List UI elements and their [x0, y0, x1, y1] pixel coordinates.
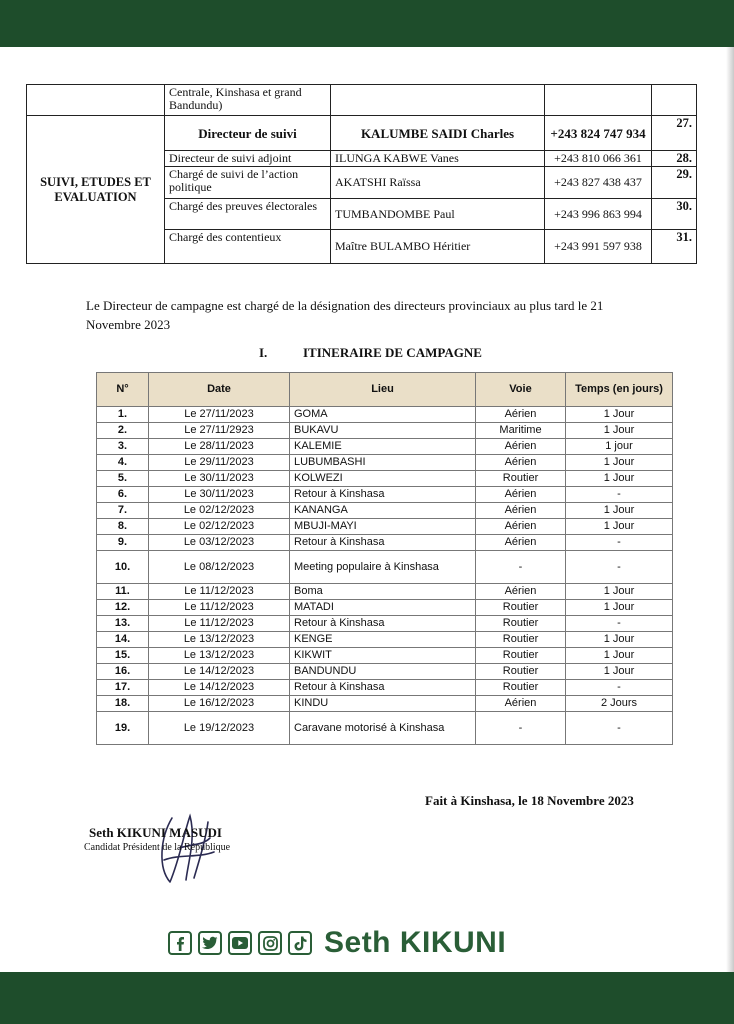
row-route: Routier [476, 680, 566, 696]
itinerary-row [97, 696, 673, 712]
itinerary-row [97, 664, 673, 680]
row-route: Routier [476, 648, 566, 664]
row-place: KALEMIE [290, 439, 476, 455]
designation-paragraph: Le Directeur de campagne est chargé de la désignation des directeurs provinciaux au plus tard le 21 Novembre 2023 [86, 298, 604, 332]
row-duration: 1 Jour [566, 664, 673, 680]
row-number: 2. [97, 423, 149, 439]
itinerary-row [97, 648, 673, 664]
header-voie: Voie [476, 373, 566, 407]
staff-role: Centrale, Kinshasa et grand Bandundu) [165, 85, 331, 116]
twitter-icon[interactable] [198, 931, 222, 955]
row-place: GOMA [290, 407, 476, 423]
row-route: Maritime [476, 423, 566, 439]
row-duration: 2 Jours [566, 696, 673, 712]
row-date: Le 27/11/2023 [149, 407, 290, 423]
row-place: Boma [290, 584, 476, 600]
itinerary-row [97, 600, 673, 616]
row-place: KANANGA [290, 503, 476, 519]
itinerary-row [97, 439, 673, 455]
row-duration: - [566, 616, 673, 632]
staff-role: Chargé de suivi de l’action politique [165, 167, 331, 199]
section-title [259, 345, 482, 361]
row-number: 19. [97, 712, 149, 745]
row-number: 4. [97, 455, 149, 471]
row-duration: - [566, 535, 673, 551]
staff-role: Chargé des contentieux [165, 230, 331, 264]
row-date: Le 11/12/2023 [149, 616, 290, 632]
row-place: Retour à Kinshasa [290, 680, 476, 696]
section-title-text: ITINERAIRE DE CAMPAGNE [303, 345, 482, 360]
row-place: Caravane motorisé à Kinshasa [290, 712, 476, 745]
row-date: Le 30/11/2023 [149, 487, 290, 503]
itinerary-row [97, 407, 673, 423]
row-date: Le 11/12/2023 [149, 584, 290, 600]
row-place: LUBUMBASHI [290, 455, 476, 471]
row-route: Aérien [476, 439, 566, 455]
signatory-title: Candidat Président de la République [84, 842, 231, 853]
row-number: 12. [97, 600, 149, 616]
tiktok-icon[interactable] [288, 931, 312, 955]
row-number: 17. [97, 680, 149, 696]
row-place: Retour à Kinshasa [290, 616, 476, 632]
staff-number: 31. [652, 230, 697, 264]
staff-name: TUMBANDOMBE Paul [331, 199, 545, 230]
row-number: 13. [97, 616, 149, 632]
row-date: Le 29/11/2023 [149, 455, 290, 471]
row-number: 7. [97, 503, 149, 519]
row-place: KOLWEZI [290, 471, 476, 487]
row-route: Aérien [476, 455, 566, 471]
itinerary-table [96, 372, 673, 745]
staff-row [27, 116, 697, 151]
itinerary-row [97, 487, 673, 503]
staff-role: Chargé des preuves électorales [165, 199, 331, 230]
row-date: Le 11/12/2023 [149, 600, 290, 616]
section-numeral: I. [259, 345, 268, 360]
staff-role: Directeur de suivi adjoint [165, 151, 331, 167]
footer-brand: Seth KIKUNI [324, 926, 507, 959]
place-date: Fait à Kinshasa, le 18 Novembre 2023 [425, 793, 634, 808]
row-date: Le 27/11/2923 [149, 423, 290, 439]
top-banner [0, 0, 734, 47]
row-duration: 1 jour [566, 439, 673, 455]
row-date: Le 14/12/2023 [149, 664, 290, 680]
row-route: - [476, 551, 566, 584]
header-date: Date [149, 373, 290, 407]
itinerary-row [97, 680, 673, 696]
footer-social [168, 925, 506, 961]
row-route: Routier [476, 600, 566, 616]
row-date: Le 13/12/2023 [149, 632, 290, 648]
itinerary-row [97, 519, 673, 535]
row-number: 6. [97, 487, 149, 503]
row-place: KIKWIT [290, 648, 476, 664]
row-place: KENGE [290, 632, 476, 648]
header-temps: Temps (en jours) [566, 373, 673, 407]
row-route: Routier [476, 616, 566, 632]
row-route: Aérien [476, 584, 566, 600]
section-label: SUIVI, ETUDES ET EVALUATION [27, 116, 165, 264]
itinerary-header-row [97, 373, 673, 407]
row-place: BUKAVU [290, 423, 476, 439]
itinerary-row [97, 423, 673, 439]
row-duration: 1 Jour [566, 519, 673, 535]
row-number: 15. [97, 648, 149, 664]
staff-phone: +243 810 066 361 [545, 151, 652, 167]
itinerary-row [97, 584, 673, 600]
row-date: Le 14/12/2023 [149, 680, 290, 696]
row-route: Aérien [476, 487, 566, 503]
signatory-name: Seth KIKUNI MASUDI [89, 825, 222, 840]
staff-table [26, 84, 697, 264]
row-duration: 1 Jour [566, 600, 673, 616]
row-date: Le 30/11/2023 [149, 471, 290, 487]
row-number: 5. [97, 471, 149, 487]
staff-number: 29. [652, 167, 697, 199]
itinerary-row [97, 455, 673, 471]
row-route: Aérien [476, 503, 566, 519]
itinerary-row [97, 632, 673, 648]
row-route: Aérien [476, 407, 566, 423]
staff-phone: +243 824 747 934 [545, 116, 652, 151]
row-place: MATADI [290, 600, 476, 616]
row-number: 1. [97, 407, 149, 423]
youtube-icon[interactable] [228, 931, 252, 955]
itinerary-row [97, 712, 673, 745]
staff-phone: +243 996 863 994 [545, 199, 652, 230]
row-duration: 1 Jour [566, 455, 673, 471]
page-edge-shadow [726, 47, 734, 972]
row-place: Retour à Kinshasa [290, 535, 476, 551]
staff-row-top [27, 85, 697, 116]
staff-number: 28. [652, 151, 697, 167]
row-duration: 1 Jour [566, 423, 673, 439]
row-date: Le 13/12/2023 [149, 648, 290, 664]
row-duration: - [566, 487, 673, 503]
staff-number: 27. [652, 116, 697, 151]
row-place: MBUJI-MAYI [290, 519, 476, 535]
itinerary-row [97, 551, 673, 584]
row-duration: - [566, 680, 673, 696]
row-route: - [476, 712, 566, 745]
row-number: 10. [97, 551, 149, 584]
row-number: 11. [97, 584, 149, 600]
row-date: Le 03/12/2023 [149, 535, 290, 551]
row-route: Routier [476, 664, 566, 680]
row-route: Aérien [476, 519, 566, 535]
itinerary-row [97, 616, 673, 632]
row-duration: 1 Jour [566, 471, 673, 487]
header-no: N° [97, 373, 149, 407]
row-date: Le 16/12/2023 [149, 696, 290, 712]
instagram-icon[interactable] [258, 931, 282, 955]
staff-name: ILUNGA KABWE Vanes [331, 151, 545, 167]
row-date: Le 08/12/2023 [149, 551, 290, 584]
staff-name: AKATSHI Raïssa [331, 167, 545, 199]
row-number: 9. [97, 535, 149, 551]
row-place: Retour à Kinshasa [290, 487, 476, 503]
staff-name: Maître BULAMBO Héritier [331, 230, 545, 264]
row-duration: - [566, 712, 673, 745]
facebook-icon[interactable] [168, 931, 192, 955]
row-date: Le 28/11/2023 [149, 439, 290, 455]
row-route: Aérien [476, 696, 566, 712]
row-route: Routier [476, 632, 566, 648]
row-place: KINDU [290, 696, 476, 712]
row-route: Aérien [476, 535, 566, 551]
itinerary-row [97, 503, 673, 519]
bottom-banner [0, 972, 734, 1024]
staff-number: 30. [652, 199, 697, 230]
staff-phone: +243 827 438 437 [545, 167, 652, 199]
itinerary-row [97, 535, 673, 551]
row-duration: 1 Jour [566, 584, 673, 600]
row-date: Le 19/12/2023 [149, 712, 290, 745]
row-duration: 1 Jour [566, 503, 673, 519]
row-duration: 1 Jour [566, 407, 673, 423]
staff-name: KALUMBE SAIDI Charles [331, 116, 545, 151]
staff-role: Directeur de suivi [165, 116, 331, 151]
row-date: Le 02/12/2023 [149, 503, 290, 519]
row-duration: 1 Jour [566, 648, 673, 664]
header-lieu: Lieu [290, 373, 476, 407]
row-duration: 1 Jour [566, 632, 673, 648]
row-place: Meeting populaire à Kinshasa [290, 551, 476, 584]
row-number: 8. [97, 519, 149, 535]
row-number: 3. [97, 439, 149, 455]
row-route: Routier [476, 471, 566, 487]
row-number: 18. [97, 696, 149, 712]
row-number: 14. [97, 632, 149, 648]
itinerary-row [97, 471, 673, 487]
row-date: Le 02/12/2023 [149, 519, 290, 535]
row-place: BANDUNDU [290, 664, 476, 680]
row-duration: - [566, 551, 673, 584]
staff-phone: +243 991 597 938 [545, 230, 652, 264]
row-number: 16. [97, 664, 149, 680]
